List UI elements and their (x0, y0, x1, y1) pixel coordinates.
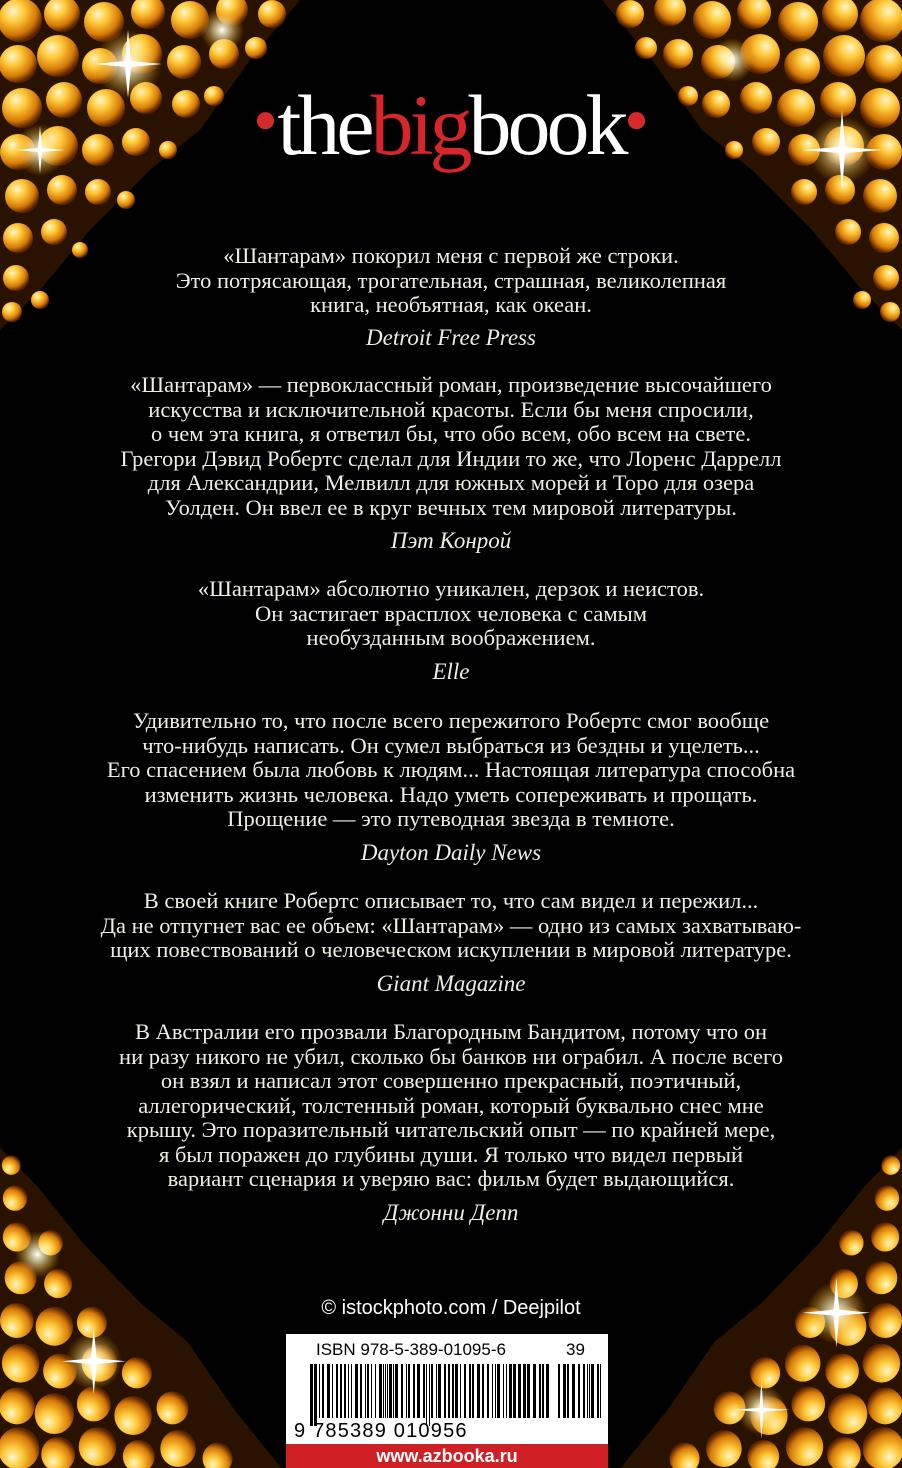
review-quote (60, 577, 842, 651)
barcode-bar (393, 1364, 394, 1418)
barcode-bar (513, 1364, 516, 1418)
barcode-bar (503, 1364, 504, 1418)
barcode-bar (429, 1364, 430, 1426)
barcode-bar (360, 1364, 362, 1418)
quote-line: аллегорический, толстенный роман, который буквально снес мне (138, 1092, 764, 1118)
quote-line: о чем эта книга, я ответил бы, что обо всем, обо всем на свете. (151, 421, 751, 446)
barcode-bar (558, 1364, 560, 1418)
barcode-bar (563, 1364, 566, 1418)
barcode-bars (308, 1364, 553, 1426)
barcode-bar (322, 1364, 324, 1418)
review-quote (60, 1020, 842, 1192)
barcode-bar (444, 1364, 446, 1418)
barcode-addon-bars (556, 1364, 604, 1426)
ean-digits: 9 785389 010956 (294, 1420, 468, 1442)
barcode-bar (310, 1364, 313, 1426)
barcode-bar (506, 1364, 507, 1418)
barcode-bar (395, 1364, 398, 1418)
barcode-bar (448, 1364, 450, 1418)
quote-line: В своей книге Робертс описывает то, что сам видел и пережил... (143, 888, 759, 913)
barcode-bar (464, 1364, 466, 1418)
barcode-bar (375, 1364, 376, 1418)
quote-line: искусства и исключительной красоты. Если бы меня спросили, (148, 396, 754, 422)
quote-line: «Шантарам» покорил меня с первой же строки. (223, 243, 679, 268)
review-source: Elle (432, 659, 470, 684)
quote-line: для Александрии, Мелвилл для южных морей и Торо для озера (147, 470, 755, 495)
barcode-bar (431, 1364, 433, 1418)
review-source: Dayton Daily News (360, 840, 542, 865)
barcode-bar (387, 1364, 388, 1418)
quote-line: необузданным воображением. (306, 625, 596, 650)
barcode-bar (355, 1364, 358, 1418)
barcode-bar (542, 1364, 544, 1418)
quote-line: Уолден. Он ввел ее в круг вечных тем мировой литературы. (165, 494, 737, 520)
logo-dot-left: ● (253, 96, 278, 141)
logo-part-big: big (370, 77, 469, 173)
barcode-bar (348, 1364, 349, 1418)
barcode-bar (578, 1364, 580, 1418)
quote-line: «Шантарам» — первоклассный роман, произведение высочайшего (130, 372, 772, 397)
quote-line: Да не отпугнет вас ее объем: «Шантарам» — одно из самых захватываю- (100, 912, 802, 938)
review-source: Пэт Конрой (390, 528, 512, 553)
barcode-bar (469, 1364, 471, 1418)
barcode-bar (477, 1364, 480, 1418)
barcode-bar (365, 1364, 366, 1418)
barcode-bar (591, 1364, 594, 1418)
quote-line: что-нибудь написать. Он сумел выбраться из бездны и уцелеть... (142, 732, 760, 758)
quote-line: Грегори Дэвид Робертс сделал для Индии то же, что Лоренс Даррелл (120, 445, 782, 471)
barcode-bar (518, 1364, 521, 1418)
barcode-bar (423, 1364, 425, 1418)
review-source: Giant Magazine (376, 971, 526, 996)
barcode-bar (589, 1364, 590, 1418)
barcode-bar (389, 1364, 392, 1418)
barcode-bar (497, 1364, 500, 1418)
barcode-bar (509, 1364, 512, 1418)
barcode-bar (597, 1364, 599, 1418)
barcode-bar (344, 1364, 346, 1418)
barcode-bar (600, 1364, 601, 1418)
quote-line: щих повествований о человеческом искуплении в мировой литературе. (110, 937, 792, 962)
barcode-bar (583, 1364, 585, 1418)
barcode-bar (332, 1364, 333, 1418)
barcode-bar (336, 1364, 338, 1418)
barcode-bar (539, 1364, 541, 1418)
barcode-bar (401, 1364, 403, 1418)
barcode-bar (492, 1364, 493, 1418)
review-source: Джонни Депп (383, 1200, 519, 1225)
logo-dot-right: ● (624, 96, 649, 141)
barcode-bar (426, 1364, 427, 1426)
barcode-bar (327, 1364, 330, 1418)
barcode-bar (523, 1364, 526, 1418)
review-quote (60, 373, 842, 520)
photo-credit: © istockphoto.com / Deejpilot (321, 1297, 581, 1319)
logo-part-the: the (277, 77, 371, 173)
barcode-bar (436, 1364, 437, 1418)
barcode-bar (533, 1364, 536, 1418)
barcode-bar (408, 1364, 410, 1418)
barcode-bar (460, 1364, 461, 1418)
quote-line: изменить жизнь человека. Надо уметь сопереживать и прощать. (144, 781, 758, 807)
review-source: Detroit Free Press (366, 325, 536, 350)
publisher-website[interactable]: www.azbooka.ru (286, 1444, 608, 1468)
quote-line: ни разу никого не убил, сколько бы банков ни ограбил. А после всего (119, 1043, 783, 1069)
review-quote (60, 709, 842, 832)
barcode-bar (319, 1364, 320, 1418)
barcode-bar (413, 1364, 415, 1418)
barcode-bar (527, 1364, 530, 1418)
isbn-barcode (286, 1334, 608, 1448)
barcode-bar (340, 1364, 342, 1418)
quote-line: Он застигает врасплох человека с самым (255, 600, 647, 626)
barcode-bar (495, 1364, 496, 1418)
barcode-bar (379, 1364, 382, 1418)
quote-line: В Австралии его прозвали Благородным Бандитом, потому что он (134, 1019, 768, 1044)
price-code: 39 (566, 1340, 585, 1359)
publisher-logo (0, 77, 902, 173)
barcode-bar (438, 1364, 441, 1418)
barcode-bar (455, 1364, 458, 1418)
quote-line: «Шантарам» абсолютно уникален, дерзок и неистов. (197, 576, 705, 601)
quote-line: Его спасением была любовь к людям... Настоящая литература способна (106, 757, 796, 782)
barcode-bar (385, 1364, 386, 1418)
quote-line: Это потрясающая, трогательная, страшная, великолепная (175, 267, 727, 293)
quote-line: я был поражен до глубины души. Я только что видел первый (158, 1141, 743, 1167)
isbn-text-line (316, 1340, 606, 1360)
review-quote (60, 244, 842, 318)
barcode-bar (314, 1364, 317, 1426)
logo-part-book: book (468, 77, 625, 173)
barcode-bar (472, 1364, 474, 1418)
quote-line: крышу. Это поразительный читательский опыт — по крайней мере, (126, 1117, 776, 1142)
barcode-bar (417, 1364, 420, 1418)
barcode-bar (351, 1364, 352, 1418)
barcode-bar (567, 1364, 569, 1418)
barcode-bar (367, 1364, 369, 1418)
barcode-bar (452, 1364, 454, 1418)
barcode-bar (383, 1364, 384, 1418)
quote-line: Удивительно то, что после всего пережитого Робертс смог вообще (132, 708, 770, 733)
barcode-bar (572, 1364, 575, 1418)
quote-line: книга, необъятная, как океан. (310, 292, 592, 317)
barcode-bar (371, 1364, 372, 1418)
isbn-number: ISBN 978-5-389-01095-6 (316, 1340, 506, 1359)
barcode-bar (587, 1364, 588, 1418)
quote-line: Прощение — это путеводная звезда в темноте. (227, 806, 675, 831)
quote-line: он взял и написал этот совершенно прекрасный, поэтичный, (160, 1068, 742, 1093)
barcode-bar (482, 1364, 484, 1418)
barcode-bar (487, 1364, 489, 1418)
quote-line: вариант сценария и уверяю вас: фильм будет выдающийся. (167, 1166, 735, 1191)
review-quote (60, 889, 842, 963)
barcode-bar (406, 1364, 407, 1418)
barcode-bar (546, 1364, 549, 1418)
